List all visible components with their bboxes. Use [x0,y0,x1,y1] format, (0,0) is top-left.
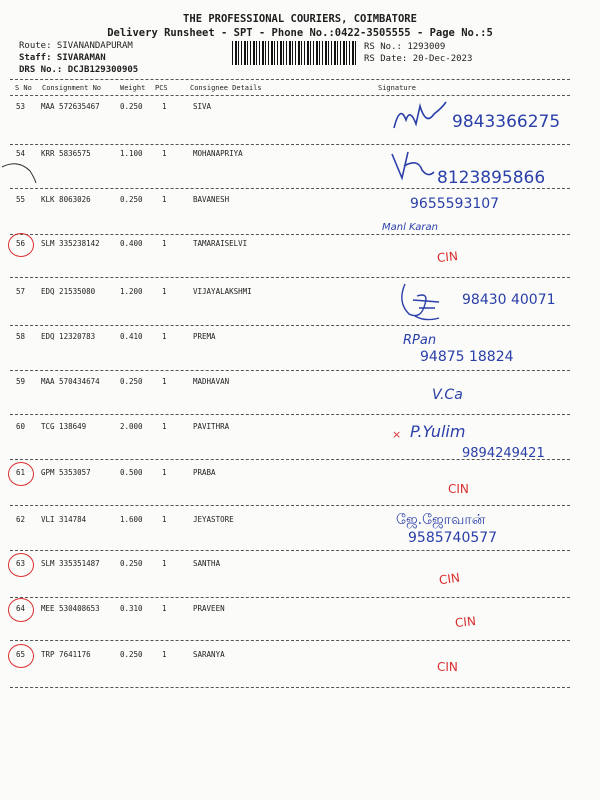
row-consignee: MADHAVAN [193,377,230,386]
signature-name: ஜே.ஜோவான் [396,512,486,528]
divider [10,687,570,688]
row-weight: 0.500 [120,468,143,477]
row-consignment: MAA 572635467 [41,102,100,111]
signature-phone: 9843366275 [452,112,561,132]
row-sno: 58 [16,332,26,341]
row-weight: 1.100 [120,149,143,158]
divider [10,277,570,278]
divider [10,370,570,371]
row-pcs: 1 [162,102,167,111]
row-consignee: PAVITHRA [193,422,230,431]
divider [10,640,570,641]
x-mark: × [392,428,402,441]
divider [10,234,570,235]
divider [10,505,570,506]
row-sno: 65 [16,650,26,659]
row-consignment: EDQ 12320783 [41,332,96,341]
signature-phone: 9655593107 [410,196,500,212]
col-signature: Signature [378,84,416,92]
row-consignee: BAVANESH [193,195,230,204]
row-consignment: KLK 8063026 [41,195,91,204]
red-circle-mark [8,233,34,257]
divider [10,79,570,80]
signature-scribble [390,100,450,132]
red-circle-mark [8,644,34,668]
row-weight: 2.000 [120,422,143,431]
row-pcs: 1 [162,468,167,477]
signature-phone: 94875 18824 [420,349,514,365]
row-weight: 0.250 [120,377,143,386]
row-pcs: 1 [162,604,167,613]
rs-date: RS Date: 20-Dec-2023 [364,54,473,64]
signature-name: RPan [403,333,437,348]
signature-phone: 8123895866 [437,168,546,188]
col-consignee: Consignee Details [190,84,262,92]
row-consignment: SLM 335351487 [41,559,100,568]
signature-name: V.Ca [432,387,463,403]
runsheet-subtitle: Delivery Runsheet - SPT - Phone No.:0422-3505555 - Page No.:5 [107,27,493,39]
row-pcs: 1 [162,239,167,248]
staff-label: Staff: SIVARAMAN [19,53,106,63]
row-consignee: TAMARAISELVI [193,239,248,248]
row-weight: 0.250 [120,102,143,111]
row-consignment: MAA 570434674 [41,377,100,386]
row-consignee: VIJAYALAKSHMI [193,287,252,296]
signature-scribble [395,280,445,324]
row-pcs: 1 [162,377,167,386]
red-circle-mark [8,462,34,486]
row-sno: 60 [16,422,26,431]
pen-stroke-mark [0,155,40,185]
cin-mark: CIN [454,613,477,631]
row-sno: 64 [16,604,26,613]
row-weight: 0.250 [120,195,143,204]
signature-name: P.Yulim [410,422,466,441]
row-sno: 62 [16,515,26,524]
row-sno: 57 [16,287,26,296]
row-consignment: TRP 7641176 [41,650,91,659]
col-weight: Weight [120,84,146,92]
row-pcs: 1 [162,422,167,431]
row-weight: 1.600 [120,515,143,524]
row-pcs: 1 [162,515,167,524]
red-circle-mark [8,553,34,577]
row-sno: 61 [16,468,26,477]
divider [10,597,570,598]
row-consignee: PRAVEEN [193,604,225,613]
row-consignee: SIVA [193,102,212,111]
divider [10,95,570,96]
row-consignee: SARANYA [193,650,225,659]
row-weight: 0.400 [120,239,143,248]
col-consignment: Consignment No [42,84,102,92]
rs-number: RS No.: 1293009 [364,42,446,52]
row-pcs: 1 [162,287,167,296]
row-pcs: 1 [162,650,167,659]
row-sno: 56 [16,239,26,248]
row-consignment: MEE 530408653 [41,604,100,613]
row-sno: 55 [16,195,26,204]
drs-number: DRS No.: DCJB129300905 [19,65,139,75]
cin-mark: CIN [438,570,461,588]
row-weight: 0.310 [120,604,143,613]
company-title: THE PROFESSIONAL COURIERS, COIMBATORE [183,13,417,25]
row-pcs: 1 [162,149,167,158]
row-sno: 54 [16,149,26,158]
row-weight: 0.250 [120,559,143,568]
col-sno: S No [15,84,32,92]
route-label: Route: SIVANANDAPURAM [19,41,133,51]
row-consignee: JEYASTORE [193,515,234,524]
cin-mark: CIN [437,660,458,674]
cin-mark: CIN [448,482,469,496]
row-consignment: SLM 335238142 [41,239,100,248]
divider [10,325,570,326]
row-consignment: VLI 314784 [41,515,87,524]
row-sno: 63 [16,559,26,568]
signature-phone: 9894249421 [462,446,545,461]
signature-scribble [388,148,438,184]
signature-name: Manl Karan [382,222,438,233]
barcode [232,41,356,65]
row-sno: 53 [16,102,26,111]
row-sno: 59 [16,377,26,386]
divider [10,144,570,145]
row-consignee: SANTHA [193,559,221,568]
red-circle-mark [8,598,34,622]
row-weight: 1.200 [120,287,143,296]
row-pcs: 1 [162,332,167,341]
signature-phone: 9585740577 [408,530,498,546]
divider [10,550,570,551]
signature-phone: 98430 40071 [462,292,556,308]
divider [10,188,570,189]
row-weight: 0.410 [120,332,143,341]
row-consignment: KRR 5836575 [41,149,91,158]
row-weight: 0.250 [120,650,143,659]
row-consignee: MOHANAPRIYA [193,149,243,158]
row-consignment: EDQ 21535080 [41,287,96,296]
row-pcs: 1 [162,195,167,204]
row-pcs: 1 [162,559,167,568]
row-consignee: PREMA [193,332,216,341]
row-consignment: TCG 138649 [41,422,87,431]
row-consignment: GPM 5353057 [41,468,91,477]
row-consignee: PRABA [193,468,216,477]
col-pcs: PCS [155,84,168,92]
cin-mark: CIN [436,248,459,266]
divider [10,414,570,415]
